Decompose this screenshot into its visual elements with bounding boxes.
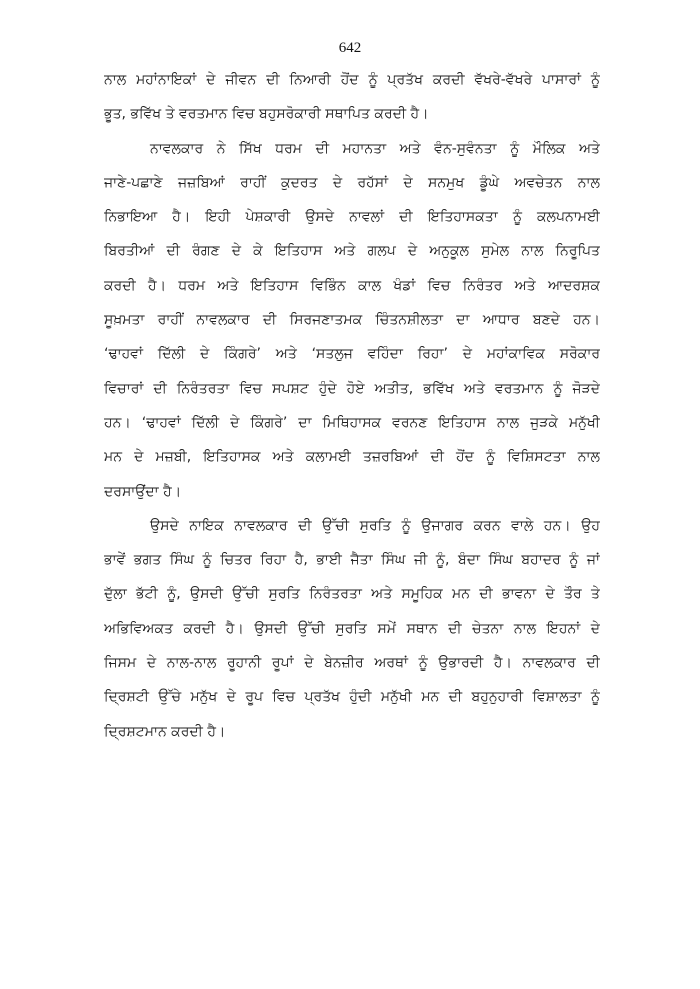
text-line: ਹਨ। ‘ਢਾਹਵਾਂ ਦਿੱਲੀ ਦੇ ਕਿੰਗਰੇ’ ਦਾ ਮਿਥਿਹਾਸਕ ਵਰਨਣ ਇਤਿਹਾਸ ਨਾਲ ਜੁੜਕੇ ਮਨੁੱਖੀ: [104, 414, 600, 431]
text-line: ਅਭਿਵਿਅਕਤ ਕਰਦੀ ਹੈ। ਉਸਦੀ ਉੱਚੀ ਸੁਰਤਿ ਸਮੇਂ ਸਥਾਨ ਦੀ ਚੇਤਨਾ ਨਾਲ ਇਹਨਾਂ ਦੇ: [104, 620, 600, 637]
text-line: ਜਾਣੇ-ਪਛਾਣੇ ਜਜ਼ਬਿਆਂ ਰਾਹੀਂ ਕੁਦਰਤ ਦੇ ਰਹੱਸਾਂ ਦੇ ਸਨਮੁਖ ਡੂੰਘੇ ਅਵਚੇਤਨ ਨਾਲ: [104, 174, 600, 191]
document-body: [104, 63, 600, 749]
text-line: ਬਿਰਤੀਆਂ ਦੀ ਰੰਗਣ ਦੇ ਕੇ ਇਤਿਹਾਸ ਅਤੇ ਗਲਪ ਦੇ ਅਨੁਕੂਲ ਸੁਮੇਲ ਨਾਲ ਨਿਰੂਪਿਤ: [104, 243, 600, 260]
paragraph-1: [104, 63, 600, 132]
text-line: ਸੂਖ਼ਮਤਾ ਰਾਹੀਂ ਨਾਵਲਕਾਰ ਦੀ ਸਿਰਜਣਾਤਮਕ ਚਿੰਤਨਸ਼ੀਲਤਾ ਦਾ ਆਧਾਰ ਬਣਦੇ ਹਨ।: [104, 312, 600, 329]
page-number: 642: [338, 40, 362, 56]
text-line: ਦੁੱਲਾ ਭੱਟੀ ਨੂੰ, ਉਸਦੀ ਉੱਚੀ ਸੁਰਤਿ ਨਿਰੰਤਰਤਾ ਅਤੇ ਸਮੂਹਿਕ ਮਨ ਦੀ ਭਾਵਨਾ ਦੇ ਤੌਰ ਤੇ: [104, 586, 600, 603]
text-line: ਦ੍ਰਿਸ਼ਟਮਾਨ ਕਰਦੀ ਹੈ।: [104, 723, 226, 740]
paragraph-3: [104, 509, 600, 749]
text-line: ਉਸਦੇ ਨਾਇਕ ਨਾਵਲਕਾਰ ਦੀ ਉੱਚੀ ਸੁਰਤਿ ਨੂੰ ਉਜਾਗਰ ਕਰਨ ਵਾਲੇ ਹਨ। ਉਹ: [150, 517, 600, 534]
paragraph-2: [104, 132, 600, 509]
text-line: ਦਰਸਾਉਂਦਾ ਹੈ।: [104, 483, 182, 500]
text-line: ਨਾਲ ਮਹਾਂਨਾਇਕਾਂ ਦੇ ਜੀਵਨ ਦੀ ਨਿਆਰੀ ਹੋਂਦ ਨੂੰ ਪ੍ਰਤੱਖ ਕਰਦੀ ਵੱਖਰੇ-ਵੱਖਰੇ ਪਾਸਾਰਾਂ ਨੂੰ: [104, 72, 600, 88]
text-line: ਕਰਦੀ ਹੈ। ਧਰਮ ਅਤੇ ਇਤਿਹਾਸ ਵਿਭਿੰਨ ਕਾਲ ਖੰਡਾਂ ਵਿਚ ਨਿਰੰਤਰ ਅਤੇ ਆਦਰਸ਼ਕ: [104, 277, 600, 294]
text-line: ਨਿਭਾਇਆ ਹੈ। ਇਹੀ ਪੇਸ਼ਕਾਰੀ ਉਸਦੇ ਨਾਵਲਾਂ ਦੀ ਇਤਿਹਾਸਕਤਾ ਨੂੰ ਕਲਪਨਾਮਈ: [104, 209, 600, 226]
text-line: ਵਿਚਾਰਾਂ ਦੀ ਨਿਰੰਤਰਤਾ ਵਿਚ ਸਪਸ਼ਟ ਹੁੰਦੇ ਹੋਏ ਅਤੀਤ, ਭਵਿੱਖ ਅਤੇ ਵਰਤਮਾਨ ਨੂੰ ਜੋੜਦੇ: [104, 380, 600, 397]
text-line: ਦ੍ਰਿਸ਼ਟੀ ਉੱਚੇ ਮਨੁੱਖ ਦੇ ਰੂਪ ਵਿਚ ਪ੍ਰਤੱਖ ਹੁੰਦੀ ਮਨੁੱਖੀ ਮਨ ਦੀ ਬਹੁਨੁਹਾਰੀ ਵਿਸ਼ਾਲਤਾ ਨੂੰ: [104, 689, 600, 706]
text-line: ਭਾਵੇਂ ਭਗਤ ਸਿੰਘ ਨੂੰ ਚਿਤਰ ਰਿਹਾ ਹੈ, ਭਾਈ ਜੈਤਾ ਸਿੰਘ ਜੀ ਨੂੰ, ਬੰਦਾ ਸਿੰਘ ਬਹਾਦਰ ਨੂੰ ਜਾਂ: [104, 552, 600, 569]
text-line: ਜਿਸਮ ਦੇ ਨਾਲ-ਨਾਲ ਰੂਹਾਨੀ ਰੂਪਾਂ ਦੇ ਬੇਨਜ਼ੀਰ ਅਰਥਾਂ ਨੂੰ ਉਭਾਰਦੀ ਹੈ। ਨਾਵਲਕਾਰ ਦੀ: [104, 655, 600, 672]
text-line: ਮਨ ਦੇ ਮਜ਼ਬੀ, ਇਤਿਹਾਸਕ ਅਤੇ ਕਲਾਮਈ ਤਜ਼ਰਬਿਆਂ ਦੀ ਹੋਂਦ ਨੂੰ ਵਿਸ਼ਿਸਟਤਾ ਨਾਲ: [104, 449, 600, 466]
text-line: ਨਾਵਲਕਾਰ ਨੇ ਸਿੱਖ ਧਰਮ ਦੀ ਮਹਾਨਤਾ ਅਤੇ ਵੰਨ-ਸੁਵੰਨਤਾ ਨੂੰ ਮੌਲਿਕ ਅਤੇ: [150, 140, 600, 157]
text-line: ਭੂਤ, ਭਵਿੱਖ ਤੇ ਵਰਤਮਾਨ ਵਿਚ ਬਹੁਸਰੋਕਾਰੀ ਸਥਾਪਿਤ ਕਰਦੀ ਹੈ।: [104, 106, 429, 123]
text-line: ‘ਢਾਹਵਾਂ ਦਿੱਲੀ ਦੇ ਕਿੰਗਰੇ’ ਅਤੇ ‘ਸਤਲੁਜ ਵਹਿੰਦਾ ਰਿਹਾ’ ਦੇ ਮਹਾਂਕਾਵਿਕ ਸਰੋਕਾਰ: [104, 346, 600, 363]
